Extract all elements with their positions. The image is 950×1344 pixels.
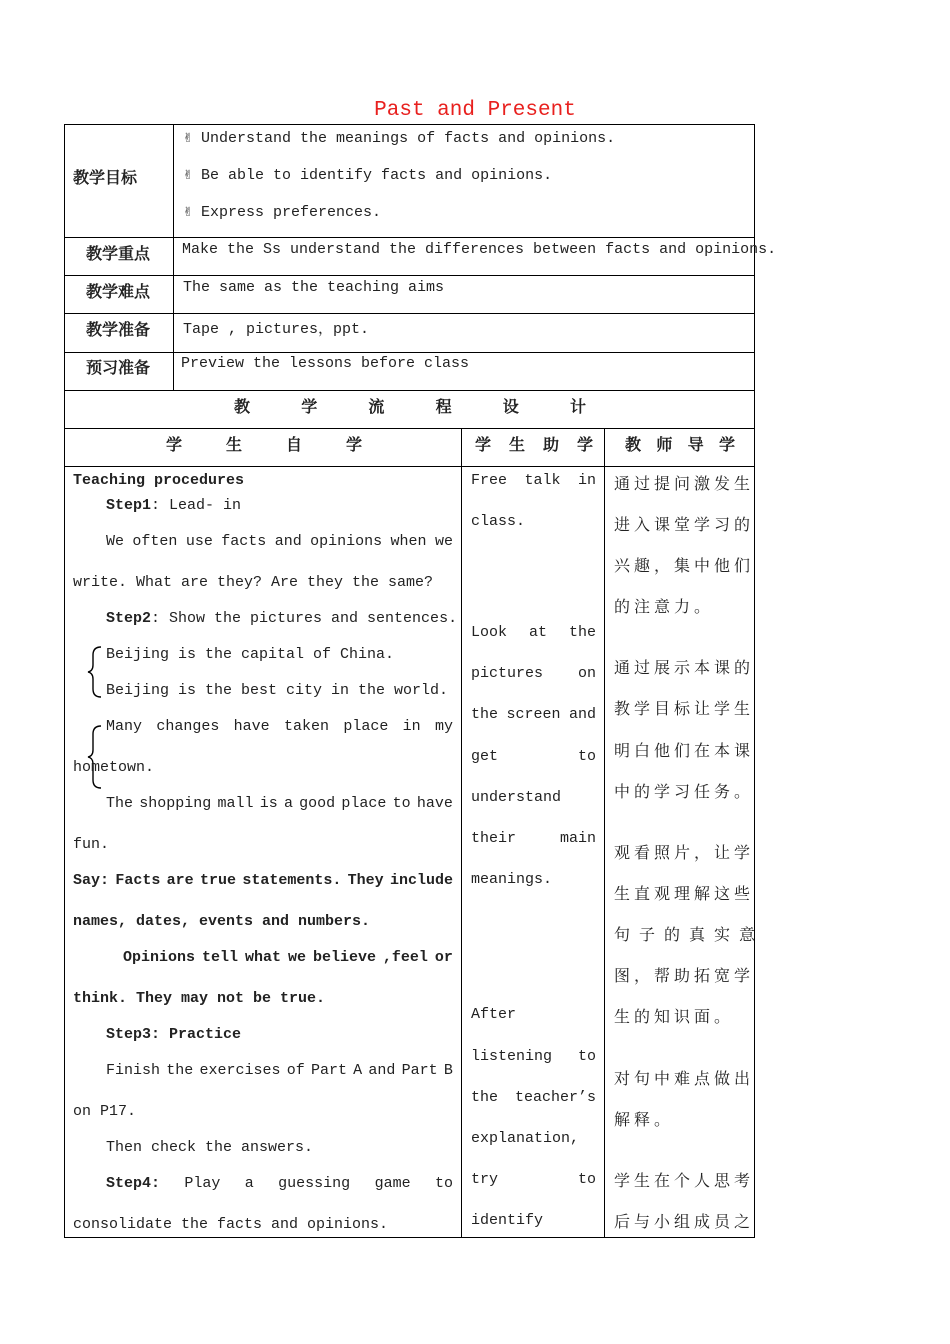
word: in (402, 718, 421, 735)
flow-header-char: 计 (569, 397, 586, 416)
header-char: 学 (475, 435, 492, 454)
word: mall (217, 795, 254, 812)
header-char: 生 (225, 435, 242, 454)
header-char: 导 (687, 435, 704, 454)
word: or (434, 949, 453, 966)
word: we (287, 949, 306, 966)
header-char: 教 (625, 435, 642, 454)
opinion-line (123, 949, 453, 966)
flow-header-char: 流 (368, 397, 385, 416)
header-char: 学 (345, 435, 362, 454)
word: Say: (73, 872, 110, 889)
step2 (106, 610, 457, 627)
step4-line (106, 1175, 453, 1192)
step3-line (106, 1062, 453, 1079)
word: a (283, 795, 293, 812)
word: what (244, 949, 281, 966)
word: good (299, 795, 336, 812)
help-line: identify (471, 1212, 544, 1229)
flow-header-char: 教 (234, 397, 251, 416)
key-points-text: Make the Ss understand the differences between facts and opinions. (182, 241, 777, 258)
word: the (568, 624, 596, 641)
word: Finish (106, 1062, 161, 1079)
word: to (577, 748, 596, 765)
word: A (353, 1062, 363, 1079)
word: Play (184, 1175, 221, 1192)
step3: Step3: Practice (106, 1026, 242, 1043)
word: believe (312, 949, 376, 966)
step1-line: write. What are they? Are they the same? (73, 574, 434, 591)
step1-text: : Lead- in (151, 497, 242, 514)
guide-line: 通过展示本课的 (614, 658, 755, 677)
flow-header-char: 设 (502, 397, 519, 416)
word: We (106, 533, 125, 550)
word: a (244, 1175, 254, 1192)
help-line (471, 665, 596, 682)
word: They (347, 872, 384, 889)
left-brace-icon (86, 724, 104, 790)
col-header-assisted-study (475, 432, 593, 455)
word: place (343, 718, 389, 735)
col-header-teacher-guide (625, 432, 735, 455)
word: is (259, 795, 278, 812)
flow-header (234, 394, 586, 417)
help-line: explanation, (471, 1130, 580, 1147)
word: the (471, 1089, 499, 1106)
word: and (368, 1062, 396, 1079)
word: ,feel (382, 949, 428, 966)
word: facts (221, 533, 267, 550)
word: Step4: (106, 1175, 161, 1192)
word: of (286, 1062, 305, 1079)
word: Part (310, 1062, 347, 1079)
word: have (233, 718, 270, 735)
word: in (577, 472, 596, 489)
guide-line: 生的知识面。 (614, 1007, 735, 1026)
word: game (374, 1175, 411, 1192)
header-char: 助 (542, 435, 559, 454)
header-char: 自 (285, 435, 302, 454)
help-line (471, 624, 596, 641)
word: Part (401, 1062, 438, 1079)
word: often (132, 533, 178, 550)
header-char: 生 (508, 435, 525, 454)
preview-text: Preview the lessons before class (181, 355, 470, 372)
header-char: 学 (718, 435, 735, 454)
word: at (528, 624, 547, 641)
word: The (106, 795, 134, 812)
objective-item: ✌ Express preferences. (183, 204, 382, 221)
objective-item: ✌ Be able to identify facts and opinions. (183, 167, 553, 184)
guide-line: 句子的真实意 (614, 925, 765, 944)
flow-header-char: 程 (435, 397, 452, 416)
objective-item: ✌ Understand the meanings of facts and opinions. (183, 130, 616, 147)
word: try (471, 1171, 499, 1188)
pair1-sentence: Beijing is the capital of China. (106, 646, 395, 663)
guide-line: 明白他们在本课 (614, 741, 755, 760)
pair2-line: hometown. (73, 759, 155, 776)
word: the (166, 1062, 194, 1079)
header-char: 学 (576, 435, 593, 454)
label-preview: 预习准备 (86, 358, 151, 377)
word: to (392, 795, 411, 812)
word: their (471, 830, 517, 847)
step1-line (106, 533, 453, 550)
word: Many (106, 718, 143, 735)
word: use (185, 533, 213, 550)
word: when (390, 533, 427, 550)
word: shopping (139, 795, 212, 812)
guide-line: 的注意力。 (614, 597, 715, 616)
guide-line: 进入课堂学习的 (614, 515, 755, 534)
pair2-line: fun. (73, 836, 110, 853)
header-char: 师 (656, 435, 673, 454)
opinion-line: think. They may not be true. (73, 990, 326, 1007)
word: to (434, 1175, 453, 1192)
guide-line: 解释。 (614, 1110, 675, 1129)
word: true (199, 872, 236, 889)
guide-line: 后与小组成员之 (614, 1212, 755, 1231)
guide-line: 图，帮助拓宽学 (614, 966, 755, 985)
word: are (166, 872, 194, 889)
page-title: Past and Present (374, 99, 576, 122)
word: B (443, 1062, 453, 1079)
preparation-text: Tape , pictures，ppt. (183, 321, 370, 338)
help-line (471, 1089, 596, 1106)
help-line: After (471, 1006, 517, 1023)
word: Opinions (123, 949, 196, 966)
help-line (471, 748, 596, 765)
word: to (577, 1048, 596, 1065)
help-line (471, 830, 596, 847)
header-char: 学 (166, 435, 183, 454)
step3-line: Then check the answers. (106, 1139, 314, 1156)
word: tell (201, 949, 238, 966)
flow-header-char: 学 (301, 397, 318, 416)
word: Free (471, 472, 508, 489)
guide-line: 兴趣，集中他们 (614, 556, 755, 575)
help-line (471, 1048, 596, 1065)
step1-label: Step1 (106, 497, 152, 514)
word: changes (156, 718, 220, 735)
step2-label: Step2 (106, 610, 152, 627)
say-line (73, 872, 453, 889)
step3-line: on P17. (73, 1103, 137, 1120)
word: place (341, 795, 387, 812)
help-line (471, 472, 596, 489)
guide-line: 教学目标让学生 (614, 699, 755, 718)
word: pictures (471, 665, 544, 682)
say-line: names, dates, events and numbers. (73, 913, 371, 930)
guide-line: 通过提问激发生 (614, 474, 755, 493)
col-header-self-study (166, 432, 362, 455)
pair2-line (106, 718, 453, 735)
step4-line: consolidate the facts and opinions. (73, 1216, 389, 1233)
pair1-sentence: Beijing is the best city in the world. (106, 682, 449, 699)
label-key-points: 教学重点 (86, 244, 151, 263)
word: my (434, 718, 453, 735)
guide-line: 中的学习任务。 (614, 782, 755, 801)
word: and (274, 533, 302, 550)
word: get (471, 748, 499, 765)
guide-line: 对句中难点做出 (614, 1069, 755, 1088)
difficulties-text: The same as the teaching aims (183, 279, 445, 296)
word: to (577, 1171, 596, 1188)
word: teacher’s (514, 1089, 596, 1106)
label-objectives: 教学目标 (73, 168, 138, 187)
guide-line: 学生在个人思考 (614, 1171, 755, 1190)
guide-line: 生直观理解这些 (614, 884, 755, 903)
label-difficulties: 教学难点 (86, 282, 151, 301)
help-line: class. (471, 513, 526, 530)
word: talk (524, 472, 561, 489)
pair2-line (106, 795, 453, 812)
word: statements. (242, 872, 342, 889)
help-line (471, 1171, 596, 1188)
word: the (471, 706, 499, 723)
word: opinions (310, 533, 383, 550)
step2-text: : Show the pictures and sentences. (151, 610, 458, 627)
word: include (389, 872, 453, 889)
left-brace-icon (86, 645, 104, 699)
word: have (416, 795, 453, 812)
word: exercises (199, 1062, 281, 1079)
word: taken (283, 718, 329, 735)
word: screen (506, 706, 561, 723)
word: Facts (115, 872, 161, 889)
word: on (577, 665, 596, 682)
word: guessing (278, 1175, 351, 1192)
word: Look (471, 624, 508, 641)
word: main (559, 830, 596, 847)
step1 (106, 497, 241, 514)
word: we (434, 533, 453, 550)
help-line (471, 706, 596, 723)
help-line: understand (471, 789, 562, 806)
procedure-heading: Teaching procedures (73, 472, 245, 489)
help-line: meanings. (471, 871, 553, 888)
word: listening (471, 1048, 553, 1065)
label-preparation: 教学准备 (86, 320, 151, 339)
word: and (568, 706, 596, 723)
guide-line: 观看照片，让学 (614, 843, 755, 862)
